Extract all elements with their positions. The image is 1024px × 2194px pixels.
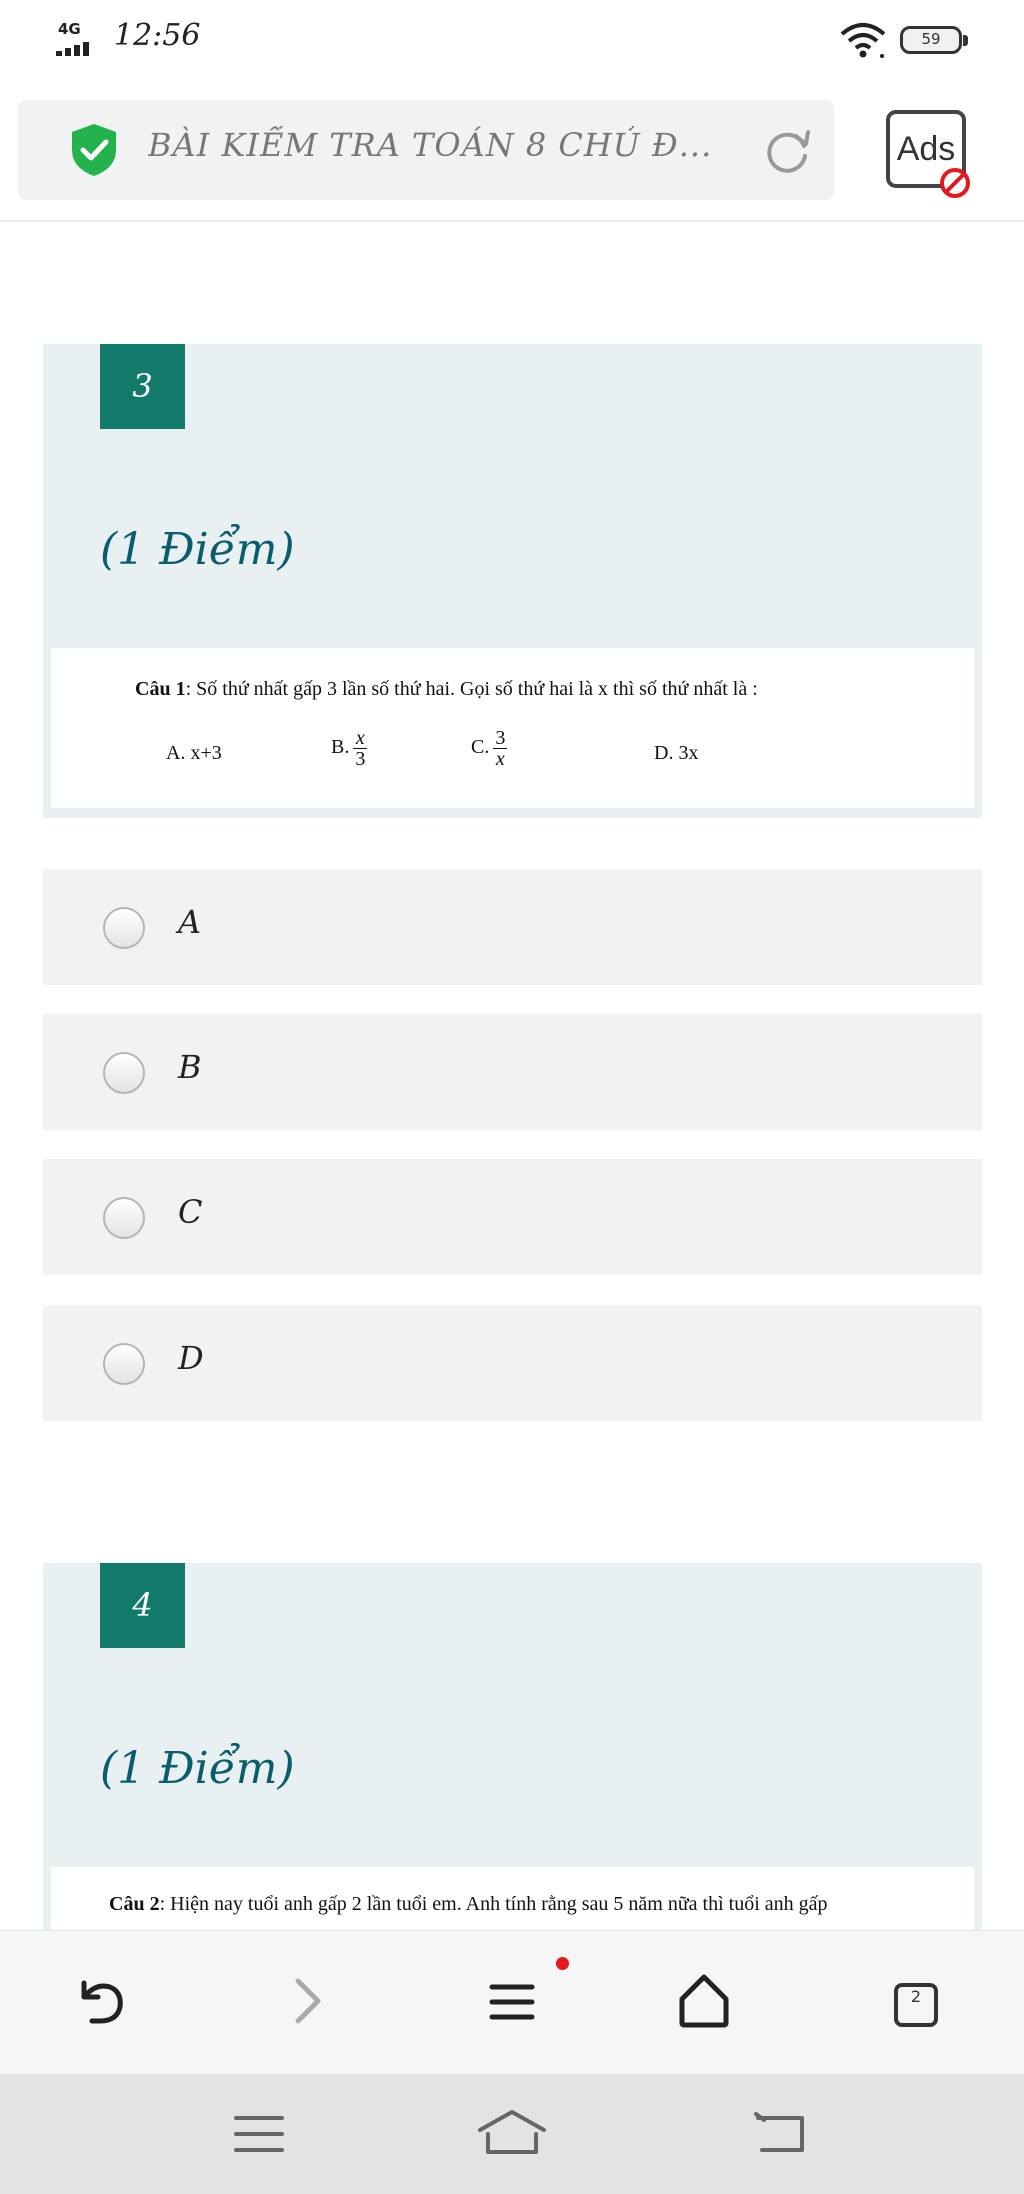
question-choices (166, 728, 766, 788)
question-number: 4 (100, 1563, 185, 1648)
answer-option-a[interactable] (43, 869, 982, 985)
wifi-icon (838, 20, 888, 60)
choice-d: D. 3x (654, 742, 699, 764)
question-body (51, 1867, 974, 1930)
notification-dot (556, 1957, 569, 1970)
status-time: 12:56 (114, 18, 201, 53)
network-type: 4G (58, 20, 81, 38)
answer-label: B (178, 1048, 202, 1086)
answer-option-b[interactable] (43, 1014, 982, 1130)
menu-icon[interactable] (472, 1961, 552, 2041)
status-bar (0, 0, 1024, 78)
ad-block-button[interactable]: Ads (886, 110, 966, 188)
cellular-signal-icon (56, 20, 102, 56)
reload-icon[interactable] (760, 124, 814, 178)
answer-label: C (178, 1193, 203, 1231)
system-home-icon[interactable] (476, 2106, 548, 2160)
forward-icon[interactable] (266, 1961, 346, 2041)
radio-button[interactable] (103, 1052, 145, 1094)
question-text: Câu 2: Hiện nay tuổi anh gấp 2 lần tuổi em. Anh tính rằng sau 5 năm nữa thì tuổi anh gấp (109, 1893, 828, 1915)
address-bar[interactable] (18, 100, 834, 200)
question-card (43, 344, 982, 818)
answer-label: D (178, 1339, 204, 1377)
system-nav-bar (0, 2074, 1024, 2194)
battery-indicator: 59 (900, 26, 962, 54)
question-points: (1 Điểm) (100, 1743, 295, 1794)
browser-toolbar (0, 1930, 1024, 2074)
question-text: Câu 1: Số thứ nhất gấp 3 lần số thứ hai. Gọi số thứ hai là x thì số thứ nhất là : (135, 678, 758, 700)
question-number: 3 (100, 344, 185, 429)
tabs-button[interactable]: 2 (894, 1983, 938, 2027)
question-body (51, 648, 974, 808)
back-icon[interactable] (62, 1961, 142, 2041)
system-back-icon[interactable] (752, 2108, 808, 2158)
answer-label: A (178, 903, 202, 941)
home-icon[interactable] (664, 1961, 744, 2041)
security-shield-icon (68, 122, 120, 178)
answer-option-d[interactable] (43, 1305, 982, 1421)
blocked-icon (938, 166, 972, 200)
radio-button[interactable] (103, 907, 145, 949)
divider (0, 220, 1024, 222)
recent-apps-icon[interactable] (232, 2112, 286, 2156)
choice-b: B. $\frac{x}{3}$ (331, 727, 366, 770)
question-points: (1 Điểm) (100, 524, 295, 575)
choice-a: A. x+3 (166, 742, 222, 764)
page-title[interactable]: BÀI KIỂM TRA TOÁN 8 CHỦ Đ... (148, 126, 713, 164)
radio-button[interactable] (103, 1343, 145, 1385)
answer-option-c[interactable] (43, 1159, 982, 1275)
choice-c: C. $\frac{3}{x}$ (471, 727, 506, 770)
question-card (43, 1563, 982, 1930)
radio-button[interactable] (103, 1197, 145, 1239)
